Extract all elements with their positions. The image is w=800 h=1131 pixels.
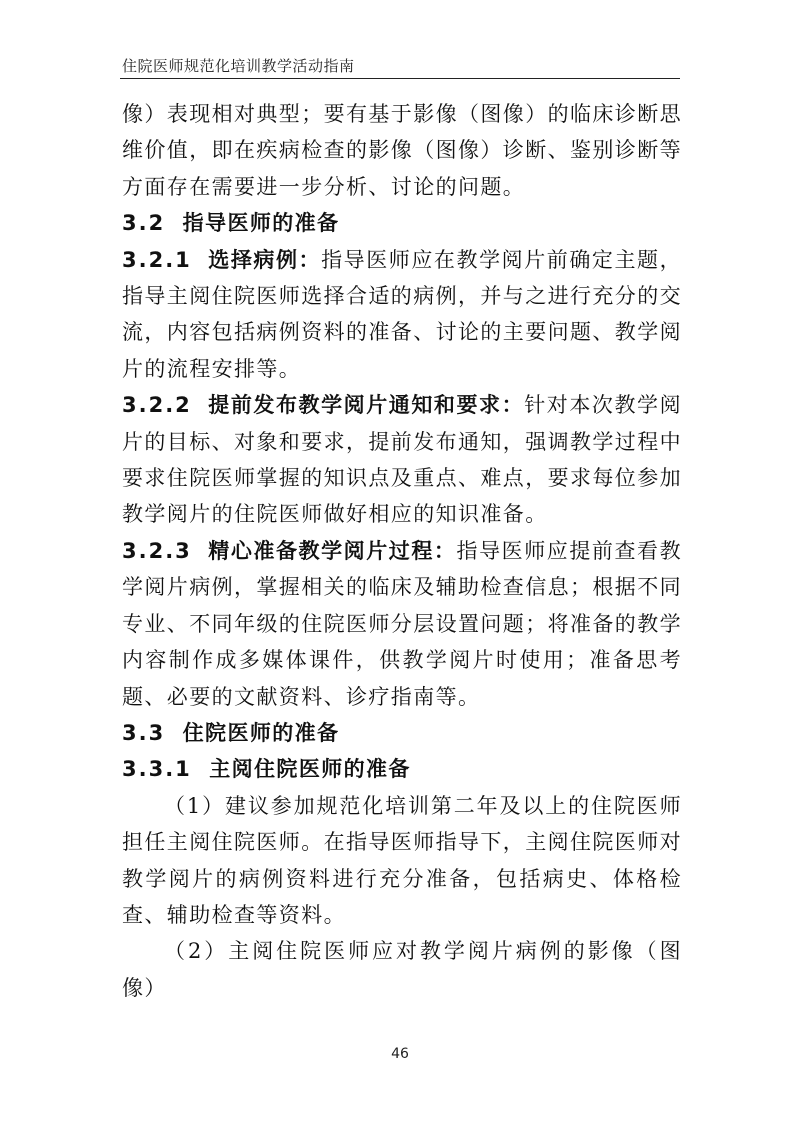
list-item-1: （1）建议参加规范化培训第二年及以上的住院医师担任主阅住院医师。在指导医师指导下，主阅住院医师对教学阅片的病例资料进行充分准备，包括病史、体格检查、辅助检查等资料。 [122,793,682,927]
section-heading-3-3-1 [122,751,682,787]
paragraph-lead-title: 精心准备教学阅片过程： [208,537,457,563]
section-number: 3.2.2 [122,393,192,418]
paragraph-text: 指导医师应在教学阅片前确定主题，指导主阅住院医师选择合适的病例，并与之进行充分的交流，内容包括病例资料的准备、讨论的主要问题、教学阅片的流程安排等。 [122,247,682,381]
paragraph-lead-title: 选择病例： [208,246,322,272]
paragraph-lead-title: 提前发布教学阅片通知和要求： [208,392,525,418]
section-heading-3-2 [122,205,682,241]
list-item-2: （2）主阅住院医师应对教学阅片病例的影像（图像） [122,939,682,1000]
paragraph-continuation: 像）表现相对典型；要有基于影像（图像）的临床诊断思维价值，即在疾病检查的影像（图像）诊断、鉴别诊断等方面存在需要进一步分析、讨论的问题。 [122,102,682,199]
paragraph-3-2-3 [122,533,682,715]
section-number: 3.3.1 [122,757,192,782]
paragraph-text: 针对本次教学阅片的目标、对象和要求，提前发布通知，强调教学过程中要求住院医师掌握的知识点及重点、难点，要求每位参加教学阅片的住院医师做好相应的知识准备。 [122,393,682,527]
header-divider [120,78,680,79]
paragraph-text: 指导医师应提前查看教学阅片病例，掌握相关的临床及辅助检查信息；根据不同专业、不同年级的住院医师分层设置问题；将准备的教学内容制作成多媒体课件，供教学阅片时使用；准备思考题、必要的文献资料、诊疗指南等。 [122,538,683,709]
section-number: 3.3 [122,720,166,745]
section-heading-3-3 [122,715,682,751]
section-title: 主阅住院医师的准备 [209,756,411,782]
section-title: 指导医师的准备 [182,210,340,236]
paragraph-3-2-2 [122,387,682,533]
page-body [122,96,682,1006]
paragraph-3-2-1 [122,242,682,388]
section-number: 3.2 [122,211,166,236]
page-number: 46 [391,1046,409,1062]
section-number: 3.2.1 [122,247,192,272]
section-title: 住院医师的准备 [182,719,340,745]
section-number: 3.2.3 [122,538,192,563]
running-header: 住院医师规范化培训教学活动指南 [122,57,355,75]
